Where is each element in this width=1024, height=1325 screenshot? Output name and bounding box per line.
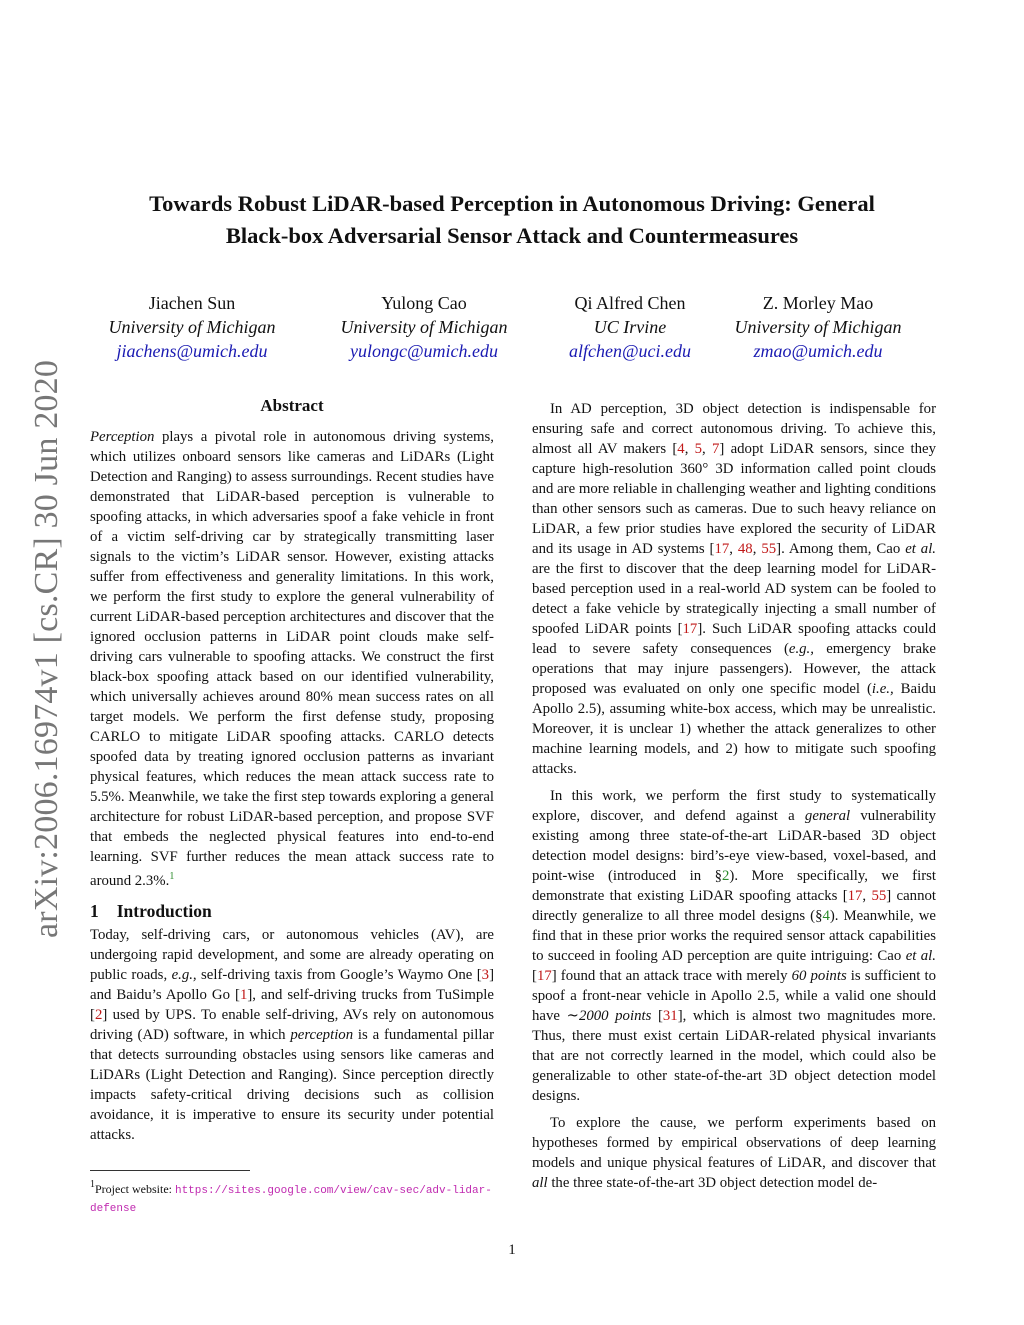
author-email[interactable]: yulongc@umich.edu [349, 341, 499, 361]
citation-link[interactable]: 31 [662, 1008, 678, 1024]
text: vulnerability existing among three state-of-the-art LiDAR-based 3D object detection model designs: bird’s-eye view-based, voxel-based, and point-wise (introduced in § [532, 808, 936, 884]
author-3 [556, 291, 704, 363]
author-affiliation: UC Irvine [593, 317, 667, 337]
section-link[interactable]: 2 [722, 868, 730, 884]
author-name: Z. Morley Mao [762, 293, 874, 313]
author-email[interactable]: alfchen@uci.edu [568, 341, 692, 361]
citation-link[interactable]: 7 [712, 441, 720, 457]
citation-link[interactable]: 48 [737, 541, 753, 557]
section-link[interactable]: 4 [822, 908, 830, 924]
citation-link[interactable]: 17 [682, 621, 698, 637]
author-2 [292, 291, 556, 363]
citation-link[interactable]: 4 [677, 441, 685, 457]
text-italic: et al. [905, 948, 936, 964]
title-line-1: Towards Robust LiDAR-based Perception in Autonomous Driving: General [149, 191, 875, 216]
intro-paragraph [90, 925, 494, 1145]
text-italic: e.g., [788, 641, 814, 657]
text-italic: 2000 points [578, 1008, 652, 1024]
section-title: Introduction [116, 901, 212, 921]
abstract-body [90, 427, 494, 891]
footnote-rule [90, 1170, 250, 1171]
text: ] cannot directly generalize to all three model designs (§ [532, 888, 936, 924]
footnote-number: 1 [90, 1179, 95, 1190]
author-affiliation: University of Michigan [108, 317, 276, 337]
title-line-2: Black-box Adversarial Sensor Attack and Countermeasures [225, 223, 799, 248]
citation-link[interactable]: 17 [714, 541, 730, 557]
left-column [90, 396, 494, 1145]
text-italic: perception [290, 1027, 354, 1043]
citation-link[interactable]: 55 [761, 541, 777, 557]
text: In AD perception, 3D object detection is indispensable for ensuring safe and correct autonomous driving. To achieve this, almost all AV makers [ [532, 401, 936, 457]
text: Baidu Apollo 2.5), assuming white-box access, which may be unrealistic. Moreover, it is unclear 1) whether the attack generalizes to other machine learning models, and 2) how to mitigate such spoofing attacks. [532, 681, 936, 777]
project-website-link[interactable]: https://sites.google.com/view/cav-sec/adv-lidar-defense [90, 1185, 492, 1215]
text: ] and Baidu’s Apollo Go [ [90, 967, 494, 1003]
author-block [92, 291, 932, 363]
section-heading-introduction [90, 901, 494, 921]
text: ] used by UPS. To enable self-driving, AVs rely on autonomous driving (AD) software, in which [90, 1007, 494, 1043]
footnote [90, 1177, 500, 1217]
page-number: 1 [508, 1242, 516, 1258]
author-email[interactable]: zmao@umich.edu [753, 341, 883, 361]
text: self-driving taxis from Google’s Waymo One [ [196, 967, 482, 983]
text-italic: et al. [905, 541, 937, 557]
text: ). Meanwhile, we find that in these prior works the required sensor attack capabilities to succeed in fooling AD perception are quite intriguing: Cao [532, 908, 936, 964]
author-affiliation: University of Michigan [734, 317, 902, 337]
abstract-heading: Abstract [260, 396, 324, 415]
arxiv-id: arXiv:2006.16974v1 [cs.CR] 30 Jun 2020 [28, 360, 65, 938]
section-number: 1 [90, 901, 99, 921]
text-italic: general [804, 808, 851, 824]
author-name: Jiachen Sun [148, 293, 236, 313]
text: Today, self-driving cars, or autonomous vehicles (AV), are undergoing rapid development, and some are already operating on public roads, [90, 927, 494, 983]
paper-title [110, 188, 914, 252]
author-name: Qi Alfred Chen [574, 293, 686, 313]
citation-link[interactable]: 55 [871, 888, 887, 904]
text: ], and self-driving trucks from TuSimple [ [90, 987, 494, 1023]
paragraph: In this work, we perform the first study to systematically explore, discover, and defend against a general vulnerability existing among three state-of-the-art LiDAR-based 3D object detection model designs: bird’s-eye view-based, voxel-based, and point-wise (introduced in §2). More specifically, we first demonstrate that existing LiDAR spoofing attacks [17, 55] cannot directly generalize to all three model designs (§4). Meanwhile, we find that in these prior works the required sensor attack capabilities to succeed in fooling AD perception are quite intriguing: Cao et al. [17] found that an attack trace with merely 60 points is sufficient to spoof a front-near vehicle in Apollo 2.5, while a valid one should have ∼2000 points [31], which is almost two magnitudes more. Thus, there must exist certain LiDAR-related physical invariants that are not correctly learned in the model, which could also be generalizable to other state-of-the-art 3D object detection model designs. [532, 788, 937, 1104]
paragraph: In AD perception, 3D object detection is indispensable for ensuring safe and correct autonomous driving. To achieve this, almost all AV makers [4, 5, 7] adopt LiDAR sensors, since they capture high-resolution 360° 3D information called point clouds and are more reliable in challenging weather and lighting conditions than other sensors such as cameras. Due to such heavy reliance on LiDAR, a few prior studies have explored the security of LiDAR and its usage in AD systems [17, 48, 55]. Among them, Cao et al. are the first to discover that the deep learning model for LiDAR-based perception used in a real-world AD system can be fooled to detect a fake vehicle by strategically injecting a small number of spoofed LiDAR points [17]. Such LiDAR spoofing attacks could lead to severe safety consequences (e.g., emergency brake operations that may injure passengers). However, the attack proposed was evaluated on only one specific model (i.e., Baidu Apollo 2.5), assuming white-box access, which may be unrealistic. Moreover, it is unclear 1) whether the attack generalizes to other machine learning models, and 2) how to mitigate such spoofing attacks. [532, 401, 937, 777]
text: ). More specifically, we first demonstrate that existing LiDAR spoofing attacks [ [532, 868, 936, 904]
text-italic: e.g., [171, 967, 197, 983]
text: are the first to discover that the deep learning model for LiDAR-based perception used in a real-world AD system can be fooled to detect a fake vehicle by strategically injecting a small number of spoofed LiDAR points [ [532, 561, 936, 637]
author-1 [92, 291, 292, 363]
text-italic: 60 points [791, 968, 847, 984]
author-affiliation: University of Michigan [340, 317, 508, 337]
text: In this work, we perform the first study to systematically explore, discover, and defend against a [532, 788, 936, 824]
text: ] found that an attack trace with merely [551, 968, 792, 984]
text: [ [651, 1008, 663, 1024]
text: To explore the cause, we perform experiments based on hypotheses formed by empirical observations of deep learning models and unique physical features of LiDAR, and discover that [532, 1115, 936, 1171]
text: ] adopt LiDAR sensors, since they capture high-resolution 360° 3D information called point clouds and are more reliable in challenging weather and lighting conditions than other sensors such as cameras. Due to such heavy reliance on LiDAR, a few prior studies have explored the security of LiDAR and its usage in AD systems [ [532, 441, 936, 557]
abstract-text: plays a pivotal role in autonomous driving systems, which utilizes onboard sensors like cameras and LiDARs (Light Detection and Ranging) to assess surroundings. Recent studies have demonstrated that LiDAR-based perception is vulnerable to spoofing attacks, in which adversaries spoof a fake vehicle in front of a victim self-driving car by strategically transmitting laser signals to the victim’s LiDAR sensor. However, existing attacks suffer from effectiveness and generality limitations. In this work, we perform the first study to explore the general vulnerability of current LiDAR-based perception architectures and discover that the ignored occlusion patterns in LiDAR point clouds make self-driving cars vulnerable to spoofing attacks. We construct the first black-box spoofing attack based on our identified vulnerability, which universally achieves around 80% mean success rates on all target models. We perform the first defense study, proposing CARLO to mitigate LiDAR spoofing attacks. CARLO detects spoofed data by treating ignored occlusion patterns as invariant physical features, which reduces the mean attack success rate to 5.5%. Meanwhile, we take the first step towards exploring a general architecture for robust LiDAR-based perception, and propose SVF that embeds the neglected physical features into end-to-end learning. SVF further reduces the mean attack success rate to around 2.3%. [90, 429, 494, 889]
paragraph [532, 1113, 936, 1193]
text-italic: all [532, 1175, 548, 1191]
citation-link[interactable]: 3 [481, 967, 490, 983]
citation-link[interactable]: 17 [536, 968, 552, 984]
citation-link[interactable]: 17 [847, 888, 863, 904]
author-email[interactable]: jiachens@umich.edu [116, 341, 268, 361]
arxiv-sidebar [20, 360, 70, 940]
text: ], which is almost two magnitudes more. Thus, there must exist certain LiDAR-related physical invariants that are not correctly learned in the model, which could also be generalizable to other state-of-the-art 3D object detection model designs. [532, 1008, 937, 1104]
citation-link[interactable]: 1 [239, 987, 248, 1003]
text: [ [532, 968, 537, 984]
right-column [532, 399, 936, 1200]
footnote-label: Project website: [95, 1182, 175, 1196]
text: ]. Among them, Cao [776, 541, 906, 557]
author-name: Yulong Cao [381, 293, 467, 313]
abstract-lead: Perception [90, 429, 155, 445]
text: ]. Such LiDAR spoofing attacks could lead to severe safety consequences ( [532, 621, 936, 657]
text: is sufficient to spoof a front-near vehicle in Apollo 2.5, while a valid one should have ∼ [532, 968, 937, 1024]
author-4 [704, 291, 932, 363]
citation-link[interactable]: 5 [694, 441, 703, 457]
text: is a fundamental pillar that detects surrounding obstacles using sensors like cameras and LiDARs (Light Detection and Ranging). Since perception directly impacts safety-critical driving decisions such as collision avoidance, it is imperative to ensure its security under potential attacks. [90, 1027, 494, 1143]
text: emergency brake operations that may injure passengers). However, the attack proposed was evaluated on only one specific model ( [532, 641, 936, 697]
text: the three state-of-the-art 3D object detection model de- [547, 1175, 878, 1191]
footnote-mark[interactable]: 1 [169, 871, 175, 882]
citation-link[interactable]: 2 [94, 1007, 103, 1023]
text-italic: i.e., [871, 681, 894, 697]
